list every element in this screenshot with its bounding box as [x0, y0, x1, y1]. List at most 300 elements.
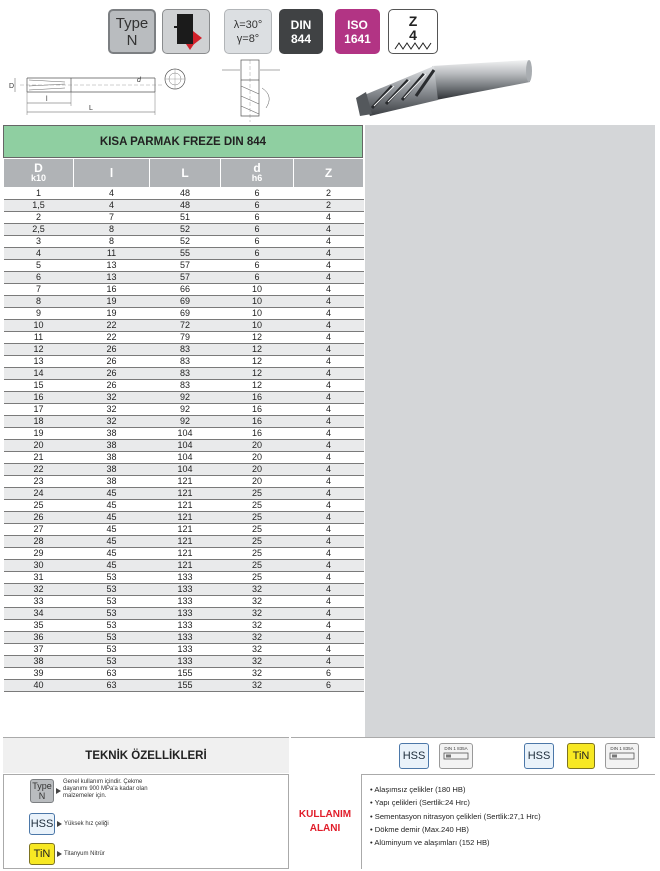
table-row — [4, 368, 364, 380]
cell-d: 25 — [221, 536, 294, 548]
cell-d: 25 — [221, 488, 294, 500]
cell-d: 12 — [221, 332, 294, 344]
cell-Z: 4 — [294, 272, 364, 284]
usage-item: • Dökme demir (Max.240 HB) — [370, 824, 469, 834]
cell-L: 69 — [150, 296, 221, 308]
cell-l: 16 — [74, 284, 150, 296]
cell-l: 53 — [74, 644, 150, 656]
cell-l: 26 — [74, 356, 150, 368]
arrow-right-icon — [57, 821, 62, 827]
cell-D: 1 — [4, 188, 74, 200]
cell-Z: 4 — [294, 416, 364, 428]
cell-l: 45 — [74, 560, 150, 572]
cell-D: 38 — [4, 656, 74, 668]
legend-type-value: N — [38, 791, 46, 801]
din-shank-label-2: DIN 1 835A — [610, 746, 634, 751]
cell-d: 16 — [221, 428, 294, 440]
din-shank-badge — [439, 743, 473, 769]
cell-Z: 4 — [294, 512, 364, 524]
cell-d: 32 — [221, 620, 294, 632]
cell-L: 83 — [150, 380, 221, 392]
cell-l: 45 — [74, 500, 150, 512]
cell-L: 57 — [150, 272, 221, 284]
cell-D: 1,5 — [4, 200, 74, 212]
cell-D: 8 — [4, 296, 74, 308]
helix-angle-badge — [224, 9, 272, 54]
usage-area-title — [290, 774, 360, 869]
cell-l: 19 — [74, 308, 150, 320]
tech-specs-badges — [291, 737, 655, 773]
table-row — [4, 680, 364, 692]
cell-L: 133 — [150, 632, 221, 644]
col-header-Z: Z — [294, 159, 364, 188]
cell-L: 121 — [150, 476, 221, 488]
table-row — [4, 668, 364, 680]
cell-Z: 4 — [294, 608, 364, 620]
col-header-D-sub: k10 — [30, 173, 47, 183]
cell-d: 25 — [221, 572, 294, 584]
cell-D: 9 — [4, 308, 74, 320]
cell-Z: 4 — [294, 596, 364, 608]
legend-tin-desc: Titanyum Nitrür — [64, 851, 105, 857]
table-row — [4, 644, 364, 656]
col-header-d: d h6 — [221, 159, 294, 188]
tin-badge: TiN — [567, 743, 595, 769]
hss-badge-2: HSS — [524, 743, 554, 769]
table-row — [4, 428, 364, 440]
cell-l: 38 — [74, 440, 150, 452]
cell-l: 45 — [74, 512, 150, 524]
cell-L: 72 — [150, 320, 221, 332]
col-header-l: l — [74, 159, 150, 188]
table-row — [4, 656, 364, 668]
cell-l: 45 — [74, 536, 150, 548]
cell-d: 32 — [221, 584, 294, 596]
cell-D: 34 — [4, 608, 74, 620]
col-header-d-sub: h6 — [251, 173, 263, 183]
cell-l: 53 — [74, 656, 150, 668]
cell-D: 13 — [4, 356, 74, 368]
table-row — [4, 536, 364, 548]
cell-l: 45 — [74, 548, 150, 560]
cell-D: 19 — [4, 428, 74, 440]
cell-L: 121 — [150, 500, 221, 512]
din-shank-label: DIN 1 835A — [444, 746, 468, 751]
cell-d: 32 — [221, 668, 294, 680]
type-badge-value: N — [126, 31, 138, 49]
cell-D: 4 — [4, 248, 74, 260]
cell-d: 10 — [221, 308, 294, 320]
cell-l: 53 — [74, 584, 150, 596]
legend-type-label: Type — [32, 781, 52, 791]
cell-L: 92 — [150, 404, 221, 416]
type-badge-label: Type — [115, 14, 149, 32]
type-badge — [108, 9, 156, 54]
cell-d: 20 — [221, 452, 294, 464]
cell-L: 48 — [150, 188, 221, 200]
table-row — [4, 296, 364, 308]
cell-L: 121 — [150, 488, 221, 500]
cell-L: 69 — [150, 308, 221, 320]
table-row — [4, 524, 364, 536]
table-row — [4, 380, 364, 392]
cell-d: 32 — [221, 656, 294, 668]
cell-l: 7 — [74, 212, 150, 224]
shank-icon — [443, 751, 469, 761]
legend-tin-badge: TiN — [29, 843, 55, 865]
cell-D: 29 — [4, 548, 74, 560]
side-panel — [365, 125, 655, 737]
table-row — [4, 272, 364, 284]
iso-badge-label: ISO — [347, 17, 368, 32]
cell-D: 39 — [4, 668, 74, 680]
table-title: KISA PARMAK FREZE DIN 844 — [3, 125, 363, 158]
table-row — [4, 212, 364, 224]
cell-D: 2 — [4, 212, 74, 224]
cell-L: 83 — [150, 344, 221, 356]
cell-L: 104 — [150, 452, 221, 464]
cell-l: 38 — [74, 452, 150, 464]
table-row — [4, 596, 364, 608]
product-table — [3, 125, 363, 692]
legend-type-badge — [30, 779, 54, 803]
table-row — [4, 560, 364, 572]
cell-Z: 4 — [294, 632, 364, 644]
cell-L: 57 — [150, 260, 221, 272]
cell-Z: 2 — [294, 200, 364, 212]
cell-d: 12 — [221, 344, 294, 356]
table-row — [4, 416, 364, 428]
cell-D: 6 — [4, 272, 74, 284]
cell-D: 35 — [4, 620, 74, 632]
cell-L: 66 — [150, 284, 221, 296]
cell-L: 121 — [150, 536, 221, 548]
cell-D: 32 — [4, 584, 74, 596]
cell-Z: 4 — [294, 440, 364, 452]
cell-l: 63 — [74, 680, 150, 692]
cell-d: 12 — [221, 356, 294, 368]
cell-D: 21 — [4, 452, 74, 464]
cell-d: 20 — [221, 464, 294, 476]
table-row — [4, 332, 364, 344]
cell-L: 55 — [150, 248, 221, 260]
col-header-D: D k10 — [4, 159, 74, 188]
table-row — [4, 284, 364, 296]
iso-badge-value: 1641 — [344, 31, 371, 46]
cell-Z: 4 — [294, 488, 364, 500]
cell-l: 32 — [74, 404, 150, 416]
cell-Z: 4 — [294, 356, 364, 368]
cell-l: 4 — [74, 200, 150, 212]
table-row — [4, 404, 364, 416]
cell-Z: 4 — [294, 536, 364, 548]
cell-D: 36 — [4, 632, 74, 644]
cell-l: 45 — [74, 524, 150, 536]
end-mill-icon — [162, 9, 210, 54]
cell-d: 12 — [221, 380, 294, 392]
cell-Z: 4 — [294, 284, 364, 296]
cell-l: 53 — [74, 632, 150, 644]
drawing-label-L: L — [89, 105, 93, 112]
cell-l: 38 — [74, 464, 150, 476]
cell-l: 4 — [74, 188, 150, 200]
cell-D: 33 — [4, 596, 74, 608]
cell-d: 12 — [221, 368, 294, 380]
din-badge-value: 844 — [290, 31, 312, 46]
cell-Z: 4 — [294, 212, 364, 224]
cell-L: 52 — [150, 236, 221, 248]
table-row — [4, 488, 364, 500]
cell-D: 14 — [4, 368, 74, 380]
cell-D: 3 — [4, 236, 74, 248]
usage-item: • Sementasyon nitrasyon çelikleri (Sertlik:27,1 Hrc) — [370, 811, 541, 821]
din-badge-label: DIN — [290, 17, 312, 32]
cell-Z: 4 — [294, 320, 364, 332]
cell-L: 92 — [150, 392, 221, 404]
cell-D: 26 — [4, 512, 74, 524]
cell-d: 32 — [221, 632, 294, 644]
cell-l: 8 — [74, 236, 150, 248]
cell-Z: 4 — [294, 296, 364, 308]
table-row — [4, 224, 364, 236]
table-row — [4, 548, 364, 560]
cell-L: 121 — [150, 512, 221, 524]
cell-l: 53 — [74, 620, 150, 632]
cell-d: 6 — [221, 224, 294, 236]
usage-item: • Yapı çelikleri (Sertlik:24 Hrc) — [370, 798, 470, 808]
table-header-row — [4, 159, 364, 188]
cell-Z: 4 — [294, 620, 364, 632]
legend — [3, 774, 289, 869]
cell-l: 38 — [74, 476, 150, 488]
cell-Z: 4 — [294, 248, 364, 260]
cell-l: 26 — [74, 344, 150, 356]
legend-type-desc: Genel kullanım içindir. Çekme dayanımı 900 MPa'a kadar olan malzemeler için. — [63, 779, 148, 799]
tech-specs-title: TEKNİK ÖZELLİKLERİ — [3, 737, 289, 773]
table-row — [4, 200, 364, 212]
cell-D: 5 — [4, 260, 74, 272]
cell-L: 104 — [150, 440, 221, 452]
legend-hss-desc: Yüksek hız çeliği — [64, 821, 109, 827]
cell-d: 6 — [221, 212, 294, 224]
cell-L: 92 — [150, 416, 221, 428]
cell-l: 11 — [74, 248, 150, 260]
cell-l: 13 — [74, 272, 150, 284]
cell-d: 10 — [221, 320, 294, 332]
cell-L: 155 — [150, 680, 221, 692]
table-row — [4, 260, 364, 272]
cell-d: 10 — [221, 296, 294, 308]
table-row — [4, 452, 364, 464]
din-badge — [279, 9, 323, 54]
cell-Z: 4 — [294, 344, 364, 356]
usage-title-line1: KULLANIM — [298, 808, 352, 820]
cell-Z: 4 — [294, 464, 364, 476]
cell-Z: 4 — [294, 572, 364, 584]
table-body — [4, 188, 364, 692]
table-row — [4, 344, 364, 356]
table-row — [4, 632, 364, 644]
cell-L: 133 — [150, 644, 221, 656]
cell-D: 28 — [4, 536, 74, 548]
cell-Z: 4 — [294, 500, 364, 512]
cell-d: 6 — [221, 248, 294, 260]
table-row — [4, 248, 364, 260]
cell-L: 121 — [150, 548, 221, 560]
cell-Z: 4 — [294, 236, 364, 248]
cell-l: 22 — [74, 320, 150, 332]
cell-l: 13 — [74, 260, 150, 272]
table-row — [4, 356, 364, 368]
cell-D: 25 — [4, 500, 74, 512]
cell-D: 31 — [4, 572, 74, 584]
cell-d: 6 — [221, 260, 294, 272]
drawing-label-d: d — [137, 77, 141, 84]
cell-L: 133 — [150, 572, 221, 584]
cell-Z: 4 — [294, 404, 364, 416]
cell-d: 6 — [221, 272, 294, 284]
cell-d: 32 — [221, 608, 294, 620]
cell-d: 32 — [221, 596, 294, 608]
iso-badge — [335, 9, 380, 54]
cell-L: 79 — [150, 332, 221, 344]
cell-d: 25 — [221, 548, 294, 560]
table-row — [4, 500, 364, 512]
cell-d: 16 — [221, 392, 294, 404]
cell-L: 51 — [150, 212, 221, 224]
cell-D: 40 — [4, 680, 74, 692]
cell-d: 25 — [221, 500, 294, 512]
cell-D: 15 — [4, 380, 74, 392]
cell-l: 22 — [74, 332, 150, 344]
cell-Z: 4 — [294, 476, 364, 488]
helix-detail-drawing — [214, 58, 290, 124]
cell-l: 26 — [74, 368, 150, 380]
cell-L: 121 — [150, 560, 221, 572]
hss-badge: HSS — [399, 743, 429, 769]
cell-l: 19 — [74, 296, 150, 308]
cell-d: 25 — [221, 560, 294, 572]
cell-D: 18 — [4, 416, 74, 428]
table-row — [4, 512, 364, 524]
cell-L: 155 — [150, 668, 221, 680]
drawing-label-l: l — [46, 96, 48, 103]
cell-D: 17 — [4, 404, 74, 416]
usage-item: • Alaşımsız çelikler (180 HB) — [370, 785, 466, 794]
side-view-drawing — [5, 60, 205, 120]
table-row — [4, 608, 364, 620]
arrow-right-icon — [56, 788, 61, 794]
cell-l: 45 — [74, 488, 150, 500]
cell-D: 24 — [4, 488, 74, 500]
cell-Z: 4 — [294, 308, 364, 320]
cell-d: 32 — [221, 680, 294, 692]
flute-zigzag-icon — [393, 42, 433, 50]
table-row — [4, 620, 364, 632]
cell-L: 83 — [150, 368, 221, 380]
usage-list — [361, 774, 655, 869]
cell-L: 104 — [150, 464, 221, 476]
cell-Z: 2 — [294, 188, 364, 200]
cell-l: 63 — [74, 668, 150, 680]
arrow-right-icon — [57, 851, 62, 857]
cell-D: 11 — [4, 332, 74, 344]
cell-L: 133 — [150, 584, 221, 596]
table-row — [4, 584, 364, 596]
cell-D: 2,5 — [4, 224, 74, 236]
cell-D: 37 — [4, 644, 74, 656]
cell-l: 8 — [74, 224, 150, 236]
cell-d: 16 — [221, 416, 294, 428]
din-shank-badge-2 — [605, 743, 639, 769]
cell-Z: 4 — [294, 380, 364, 392]
cell-L: 133 — [150, 596, 221, 608]
cell-Z: 4 — [294, 584, 364, 596]
legend-hss-badge: HSS — [29, 813, 55, 835]
cell-D: 10 — [4, 320, 74, 332]
cell-l: 53 — [74, 572, 150, 584]
cell-L: 133 — [150, 656, 221, 668]
flute-count-badge — [388, 9, 438, 54]
table-row — [4, 392, 364, 404]
cell-l: 32 — [74, 392, 150, 404]
cell-D: 16 — [4, 392, 74, 404]
cell-Z: 4 — [294, 392, 364, 404]
cell-L: 83 — [150, 356, 221, 368]
table-row — [4, 476, 364, 488]
cell-d: 16 — [221, 404, 294, 416]
cell-D: 22 — [4, 464, 74, 476]
table-row — [4, 320, 364, 332]
col-header-L: L — [150, 159, 221, 188]
cell-d: 32 — [221, 644, 294, 656]
cell-L: 133 — [150, 620, 221, 632]
shank-icon-2 — [609, 751, 635, 761]
cell-Z: 4 — [294, 368, 364, 380]
cell-D: 12 — [4, 344, 74, 356]
cell-Z: 4 — [294, 644, 364, 656]
table-row — [4, 308, 364, 320]
table-row — [4, 440, 364, 452]
usage-item: • Alüminyum ve alaşımları (152 HB) — [370, 838, 490, 848]
cell-Z: 6 — [294, 680, 364, 692]
flute-count-value: 4 — [409, 26, 417, 43]
gamma-angle: γ=8° — [236, 32, 260, 45]
cell-l: 32 — [74, 416, 150, 428]
cell-Z: 4 — [294, 428, 364, 440]
flute-count-label: Z — [408, 12, 418, 29]
cell-d: 6 — [221, 188, 294, 200]
cell-L: 133 — [150, 608, 221, 620]
cell-Z: 4 — [294, 260, 364, 272]
table-row — [4, 188, 364, 200]
cell-L: 104 — [150, 428, 221, 440]
cell-d: 25 — [221, 524, 294, 536]
cell-l: 38 — [74, 428, 150, 440]
cell-L: 48 — [150, 200, 221, 212]
cell-d: 10 — [221, 284, 294, 296]
cell-L: 52 — [150, 224, 221, 236]
cell-l: 26 — [74, 380, 150, 392]
cell-l: 53 — [74, 608, 150, 620]
cell-L: 121 — [150, 524, 221, 536]
cell-D: 20 — [4, 440, 74, 452]
cell-d: 20 — [221, 476, 294, 488]
cell-D: 27 — [4, 524, 74, 536]
end-mill-photo — [352, 56, 532, 122]
cell-l: 53 — [74, 596, 150, 608]
cell-Z: 4 — [294, 332, 364, 344]
